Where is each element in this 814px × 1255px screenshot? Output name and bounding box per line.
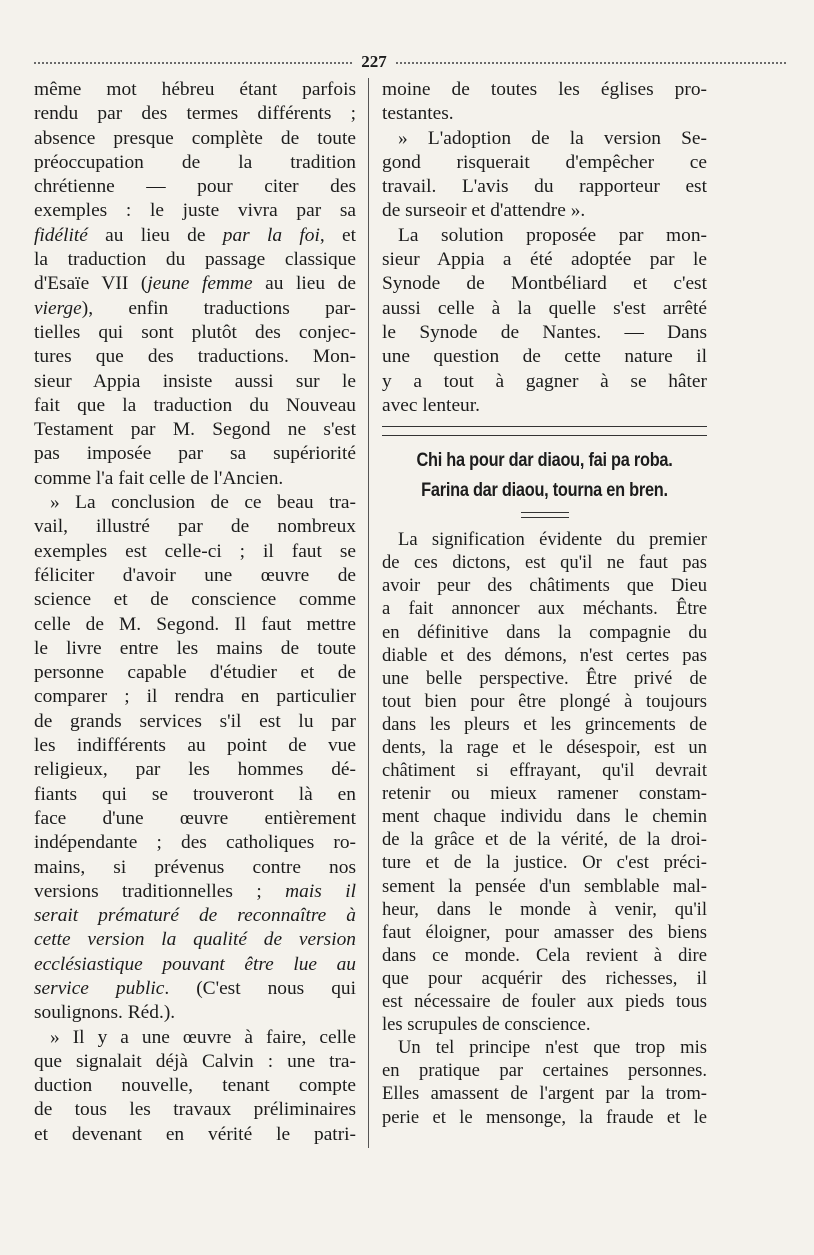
text-line: retenir ou mieux ramener constam-: [382, 783, 707, 805]
text-line: [34, 977, 356, 1001]
text-line: avec lenteur.: [382, 394, 480, 416]
text-run: ), enfin traductions par-: [81, 297, 356, 319]
text-line: exemples : le juste vivra par sa: [34, 200, 356, 222]
text-line: diable et des démons, n'est certes pas: [382, 644, 707, 666]
text-line: La solution proposée par mon-: [398, 224, 707, 246]
text-line: [34, 224, 356, 248]
text-line: duction nouvelle, tenant compte: [34, 1075, 356, 1097]
section-double-rule: [382, 426, 707, 436]
text-run: versions traditionnelles ;: [34, 880, 286, 902]
text-line: est nécessaire de fouler aux pieds tous: [382, 991, 707, 1013]
text-line: que pour acquérir des richesses, il: [382, 967, 707, 989]
text-line: » La conclusion de ce beau tra-: [50, 492, 356, 514]
text-line: tielles qui sont plutôt des conjec-: [34, 321, 356, 343]
text-line: » Il y a une œuvre à faire, celle: [50, 1026, 356, 1048]
text-line: gond risquerait d'empêcher ce: [382, 151, 707, 173]
italic-phrase: service public: [34, 977, 165, 999]
text-run: d'Esaïe VII (: [34, 273, 148, 295]
text-line: » L'adoption de la version Se-: [398, 127, 707, 149]
text-line: indépendante ; des catholiques ro-: [34, 832, 356, 854]
text-line: la traduction du passage classique: [34, 249, 356, 271]
text-line: de tous les travaux préliminaires: [34, 1099, 356, 1121]
text-line: [34, 272, 356, 296]
text-line: de grands services s'il est lu par: [34, 710, 356, 732]
text-line: féliciter d'avoir une œuvre de: [34, 564, 356, 586]
text-run: au lieu de: [252, 273, 356, 295]
text-line: mains, si prévenus contre nos: [34, 856, 356, 878]
text-line: exemples est celle-ci ; il faut se: [34, 540, 356, 562]
commentary-section: [382, 528, 707, 1128]
text-line: comme l'a fait celle de l'Ancien.: [34, 467, 284, 489]
text-line: Testament par M. Segond ne s'est: [34, 419, 356, 441]
text-line: une question de cette nature il: [382, 346, 707, 368]
text-line: les indifférents au point de vue: [34, 735, 356, 757]
text-line: fait que la traduction du Nouveau: [34, 394, 356, 416]
italic-phrase: vierge: [34, 297, 82, 319]
text-line: dents, la rage et le désespoir, est un: [382, 737, 707, 758]
italic-phrase: par la foi: [222, 224, 320, 246]
text-line: tout bien pour être plongé à toujours: [382, 690, 707, 712]
text-line: aussi celle à la quelle s'est arrêté: [382, 297, 707, 319]
text-line: en pratique par certaines personnes.: [382, 1060, 707, 1082]
text-line: face d'une œuvre entièrement: [34, 807, 356, 829]
text-line: religieux, par les hommes dé-: [34, 759, 356, 781]
text-line: y a tout à gagner à se hâter: [382, 370, 707, 392]
text-line: rendu par des termes différents ;: [34, 103, 356, 125]
text-line: une belle perspective. Être privé de: [382, 667, 707, 689]
text-line: [34, 880, 356, 904]
text-line: faut éloigner, pour amasser des biens: [382, 921, 707, 943]
proverb-line-2: Farina dar diaou, tourna en bren.: [421, 480, 668, 502]
text-line: de la grâce et de la vérité, de la droi-: [382, 829, 707, 851]
text-line: testantes.: [382, 103, 454, 125]
text-line: La signification évidente du premier: [398, 529, 707, 551]
page-header: [34, 52, 786, 72]
text-line: comparer ; il rendra en particulier: [34, 686, 356, 708]
text-line: ecclésiastique pouvant être lue au: [34, 953, 356, 975]
proverb-line-1: Chi ha pour dar diaou, fai pa roba.: [416, 450, 673, 472]
header-dotted-rule-right: [396, 62, 786, 64]
text-line: ment chaque individu dans le chemin: [382, 806, 707, 828]
header-dotted-rule-left: [34, 62, 352, 64]
italic-phrase: jeune femme: [147, 273, 253, 295]
page-number: 227: [361, 52, 387, 71]
ornament-rule: [521, 512, 569, 518]
text-line: châtiment si effrayant, qu'il devrait: [382, 760, 707, 782]
text-line: sement la pensée d'un semblable mal-: [382, 875, 707, 897]
text-line: dans les pleurs et les grincements de: [382, 713, 707, 735]
column-divider: [368, 78, 369, 1148]
text-line: dans ce monde. Cela revient à dire: [382, 944, 707, 966]
text-line: serait prématuré de reconnaître à: [34, 905, 356, 927]
italic-phrase: fidélité: [34, 224, 88, 246]
text-line: celle de M. Segond. Il faut mettre: [34, 613, 356, 635]
text-line: moine de toutes les églises pro-: [382, 79, 707, 100]
left-column: [34, 78, 356, 1147]
text-line: chrétienne — pour citer des: [34, 176, 356, 198]
text-line: heur, dans le monde à venir, qu'il: [382, 898, 707, 920]
text-line: Un tel principe n'est que trop mis: [398, 1037, 707, 1059]
text-line: soulignons. Réd.).: [34, 1002, 176, 1024]
text-line: [34, 297, 356, 321]
text-line: ture et de la justice. Or c'est préci-: [382, 852, 707, 874]
text-line: fiants qui se trouveront là en: [34, 783, 356, 805]
text-line: le Synode de Nantes. — Dans: [382, 321, 707, 343]
text-line: de surseoir et d'attendre ».: [382, 200, 586, 222]
text-line: même mot hébreu étant parfois: [34, 79, 356, 100]
text-line: avoir peur des châtiments que Dieu: [382, 575, 707, 597]
text-line: absence presque complète de toute: [34, 127, 356, 149]
text-line: a fait annoncer aux méchants. Être: [382, 598, 707, 620]
text-line: sieur Appia a été adoptée par le: [382, 249, 707, 271]
text-line: et devenant en vérité le patri-: [34, 1123, 356, 1145]
right-column: [382, 78, 707, 1129]
text-line: préoccupation de la tradition: [34, 151, 356, 173]
text-line: sieur Appia insiste aussi sur le: [34, 370, 356, 392]
text-line: Elles amassent de l'argent par la trom-: [382, 1083, 707, 1105]
text-line: Synode de Montbéliard et c'est: [382, 273, 707, 295]
text-line: que signalait déjà Calvin : une tra-: [34, 1050, 356, 1072]
text-line: de ces dictons, est qu'il ne faut pas: [382, 552, 707, 574]
text-line: le livre entre les mains de toute: [34, 637, 356, 659]
text-run: . (C'est nous qui: [164, 977, 356, 999]
text-line: travail. L'avis du rapporteur est: [382, 176, 707, 198]
text-line: tures que des traductions. Mon-: [34, 346, 356, 368]
text-line: cette version la qualité de version: [34, 929, 356, 951]
text-line: les scrupules de conscience.: [382, 1014, 591, 1036]
text-run: , et: [319, 224, 356, 246]
italic-phrase: mais il: [285, 880, 356, 902]
text-line: perie et le mensonge, la fraude et le: [382, 1106, 707, 1128]
text-line: en définitive dans la compagnie du: [382, 621, 707, 643]
text-line: science et de conscience comme: [34, 589, 356, 611]
text-line: personne capable d'étudier et de: [34, 662, 356, 684]
text-line: vail, illustré par de nombreux: [34, 516, 356, 538]
text-line: pas imposée par sa supériorité: [34, 443, 356, 465]
text-run: au lieu de: [87, 224, 223, 246]
